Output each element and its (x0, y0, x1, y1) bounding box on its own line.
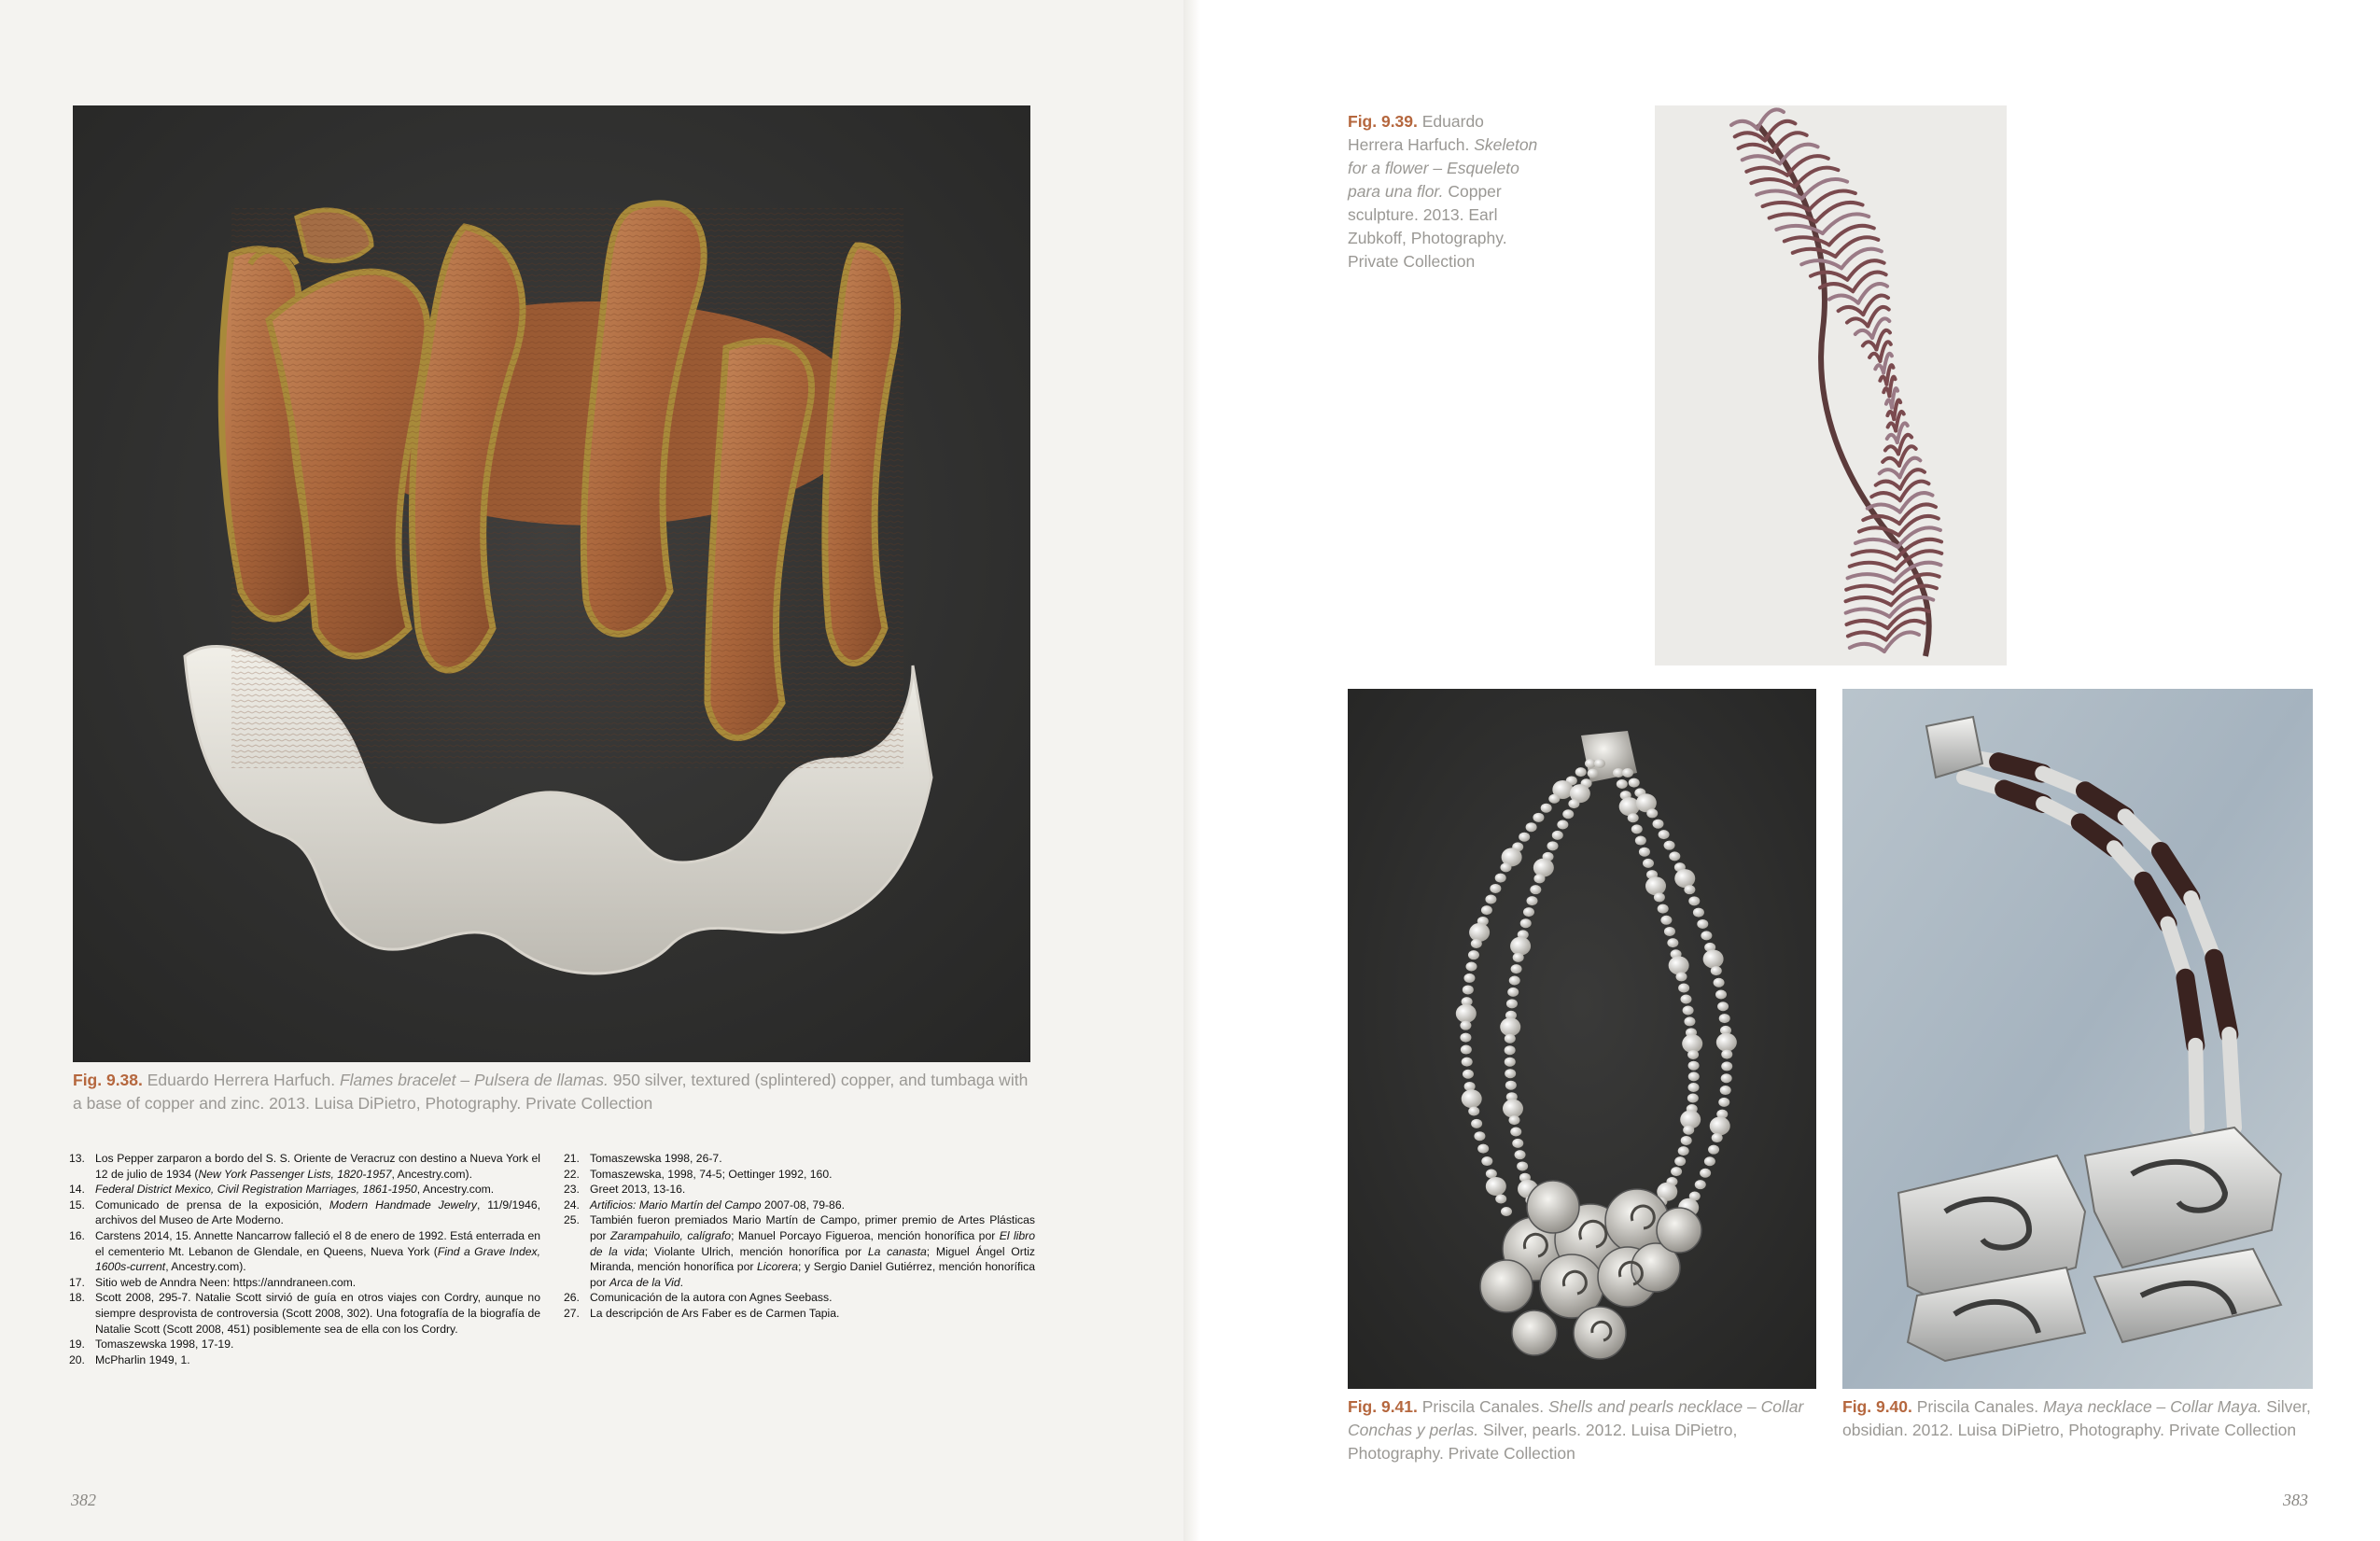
footnote (564, 1182, 1035, 1198)
footnote (69, 1290, 540, 1337)
footnote-number: 19. (69, 1338, 85, 1352)
copper-sculpture-photo (1655, 105, 2007, 665)
footnote-number: 27. (564, 1306, 580, 1320)
footnote-text: La descripción de Ars Faber es de Carmen Tapia. (590, 1306, 840, 1320)
footnote (564, 1198, 1035, 1213)
footnote-text: Scott 2008, 295-7. Natalie Scott sirvió de guía en otros viajes con Cordry, aunque no siempre desprovista de controversia (Scott 2008, 302). Una fotografía de la biografía de Natalie Scott (Scott 2008, 451) posiblemente sea de ella con los Cordry. (95, 1291, 540, 1336)
footnote-number: 24. (564, 1198, 580, 1212)
page-number-left: 382 (71, 1491, 96, 1509)
figure-title: Shells and pearls necklace – Collar Conchas y perlas. (1348, 1397, 1804, 1439)
footnote-text: Tomaszewska 1998, 26-7. (590, 1152, 722, 1165)
footnote-text: Greet 2013, 13-16. (590, 1183, 686, 1197)
footnote-number: 17. (69, 1275, 85, 1289)
figure-label: Fig. 9.40. (1842, 1397, 1912, 1416)
bracelet-photo (73, 105, 1030, 1062)
footnote-number: 26. (564, 1291, 580, 1305)
figure-label: Fig. 9.39. (1348, 112, 1418, 131)
footnote-text: Artificios: Mario Martín del Campo 2007-08, 79-86. (590, 1198, 845, 1212)
figure-author: Eduardo Herrera Harfuch. (142, 1071, 340, 1089)
footnote-number: 18. (69, 1291, 85, 1305)
footnote (564, 1151, 1035, 1167)
figure-details: Silver, obsidian. 2012. Luisa DiPietro, Photography. Private Collection (1842, 1397, 2311, 1439)
footnote (69, 1337, 540, 1352)
footnote-text: Sitio web de Anndra Neen: https://anndraneen.com. (95, 1275, 357, 1289)
footnote-number: 25. (564, 1213, 580, 1227)
footnote (69, 1275, 540, 1291)
footnote (69, 1198, 540, 1228)
figure-details: 950 silver, textured (splintered) copper, and tumbaga with a base of copper and zinc. 2013. Luisa DiPietro, Photography. Private Collection (73, 1071, 1029, 1113)
footnote-number: 13. (69, 1152, 85, 1165)
figure-details: Copper sculpture. 2013. Earl Zubkoff, Photography. Private Collection (1348, 182, 1507, 271)
figure-author: Eduardo Herrera Harfuch. (1348, 112, 1484, 154)
footnote (564, 1290, 1035, 1306)
figure-author: Priscila Canales. (1417, 1397, 1548, 1416)
maya-necklace-photo (1842, 689, 2313, 1389)
footnotes-column-2 (564, 1151, 1035, 1322)
footnotes-column-1 (69, 1151, 540, 1367)
footnote (69, 1151, 540, 1182)
figure-label: Fig. 9.41. (1348, 1397, 1418, 1416)
footnote (564, 1306, 1035, 1322)
footnote-text: Comunicación de la autora con Agnes Seebass. (590, 1291, 833, 1305)
footnote-text: McPharlin 1949, 1. (95, 1352, 190, 1366)
footnote-text: Comunicado de prensa de la exposición, Modern Handmade Jewelry, 11/9/1946, archivos del Museo de Arte Moderno. (95, 1198, 541, 1227)
footnote-text: Carstens 2014, 15. Annette Nancarrow falleció el 8 de enero de 1992. Está enterrada en el cementerio Mt. Lebanon de Glendale, en Queens, Nueva York (Find a Grave Index, 1600s-current, Ancestry.com). (95, 1228, 540, 1274)
footnote (69, 1228, 540, 1275)
footnote (564, 1167, 1035, 1183)
page-number-right: 383 (2283, 1491, 2308, 1509)
footnote-number: 23. (564, 1183, 580, 1197)
footnote-text: Tomaszewska 1998, 17-19. (95, 1338, 234, 1352)
footnote-number: 22. (564, 1167, 580, 1181)
figure-caption-9-39 (1348, 110, 1544, 273)
footnote-number: 21. (564, 1152, 580, 1165)
footnote (69, 1352, 540, 1368)
figure-label: Fig. 9.38. (73, 1071, 143, 1089)
page-gutter (1183, 0, 1200, 1541)
footnote (69, 1182, 540, 1198)
footnote-number: 15. (69, 1198, 85, 1212)
footnote (564, 1212, 1035, 1290)
footnote-number: 14. (69, 1183, 85, 1197)
footnote-number: 20. (69, 1352, 85, 1366)
figure-title: Maya necklace – Collar Maya. (2042, 1397, 2262, 1416)
pearl-necklace-photo (1348, 689, 1816, 1389)
footnote-text: También fueron premiados Mario Martín de Campo, primer premio de Artes Plásticas por Zarampahuilo, calígrafo; Manuel Porcayo Figueroa, mención honorífica por El libro de la vida; Violante Ulrich, mención honorífica por La canasta; Miguel Ángel Ortiz Miranda, mención honorífica por Licorera; y Sergio Daniel Gutiérrez, mención honorífica por Arca de la Vid. (590, 1213, 1036, 1289)
figure-title: Flames bracelet – Pulsera de llamas. (339, 1071, 609, 1089)
footnote-text: Los Pepper zarparon a bordo del S. S. Oriente de Veracruz con destino a Nueva York el 12 de julio de 1934 (New York Passenger Lists, 1820-1957, Ancestry.com). (95, 1152, 540, 1181)
figure-title: Skeleton for a flower – Esqueleto para una flor. (1348, 135, 1538, 201)
figure-details: Silver, pearls. 2012. Luisa DiPietro, Photography. Private Collection (1348, 1421, 1738, 1463)
figure-caption-9-41 (1348, 1395, 1824, 1465)
footnote-text: Federal District Mexico, Civil Registration Marriages, 1861-1950, Ancestry.com. (95, 1183, 495, 1197)
figure-caption-9-38 (73, 1069, 1034, 1115)
footnote-number: 16. (69, 1228, 85, 1242)
footnote-text: Tomaszewska, 1998, 74-5; Oettinger 1992, 160. (590, 1167, 833, 1181)
figure-caption-9-40 (1842, 1395, 2318, 1442)
figure-author: Priscila Canales. (1911, 1397, 2043, 1416)
